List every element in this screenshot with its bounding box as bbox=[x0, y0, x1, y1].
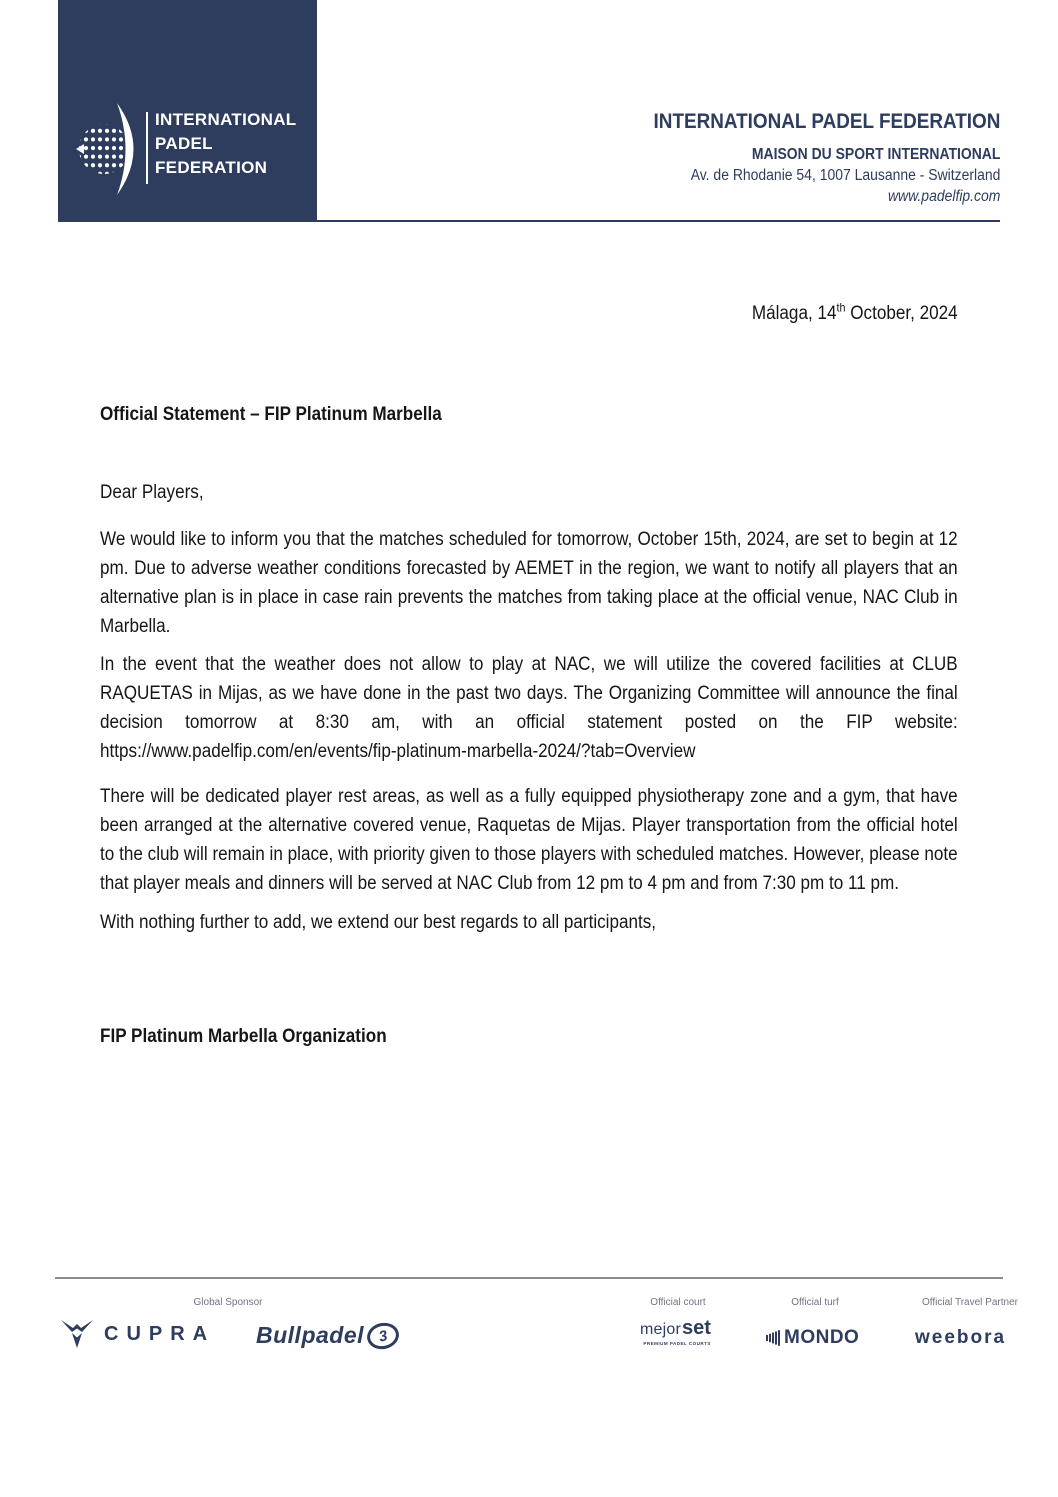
org-website: www.padelfip.com bbox=[887, 188, 1000, 205]
mejorset-part1: mejor bbox=[640, 1321, 682, 1338]
footer-label-global-sponsor: Global Sponsor bbox=[193, 1297, 263, 1308]
footer-label-official-turf: Official turf bbox=[791, 1297, 839, 1308]
cupra-icon bbox=[60, 1319, 94, 1349]
mejorset-caption: PREMIUM PADEL COURTS bbox=[643, 1341, 711, 1346]
logo-divider bbox=[146, 112, 148, 184]
signature: FIP Platinum Marbella Organization bbox=[100, 1026, 387, 1047]
closing-line: With nothing further to add, we extend our best regards to all participants, bbox=[100, 912, 657, 933]
org-name: INTERNATIONAL PADEL FEDERATION bbox=[653, 110, 1000, 133]
fip-logo-block bbox=[58, 0, 317, 222]
footer-divider bbox=[55, 1277, 1003, 1279]
fip-logo-icon bbox=[76, 102, 146, 196]
mondo-bars-icon bbox=[766, 1328, 781, 1348]
logo-line-2: PADEL bbox=[155, 134, 213, 153]
header-divider bbox=[58, 220, 1000, 222]
cupra-wordmark: CUPRA bbox=[104, 1322, 216, 1345]
bullpadel-badge: 3 bbox=[365, 1319, 402, 1351]
mondo-wordmark: MONDO bbox=[784, 1327, 860, 1348]
org-address: Av. de Rhodanie 54, 1007 Lausanne - Switzerland bbox=[690, 167, 1000, 184]
bullpadel-wordmark: Bullpadel bbox=[256, 1322, 365, 1348]
org-building: MAISON DU SPORT INTERNATIONAL bbox=[751, 146, 1000, 163]
paragraph-1: We would like to inform you that the matches scheduled for tomorrow, October 15th, 2024, are set to begin at 12 pm. Due to adverse weather conditions forecasted by AEMET in the region, we want to notify all players that an alternative plan is in place in case rain prevents the matches from taking place at the official venue, NAC Club in Marbella. bbox=[100, 529, 958, 637]
cupra-logo bbox=[60, 1319, 215, 1349]
mondo-logo bbox=[766, 1327, 859, 1349]
mejorset-part2: set bbox=[682, 1317, 711, 1339]
date-ordinal: th bbox=[836, 300, 846, 315]
footer-label-travel-partner: Official Travel Partner bbox=[922, 1297, 1018, 1308]
letter-title: Official Statement – FIP Platinum Marbella bbox=[100, 404, 442, 425]
logo-line-1: INTERNATIONAL bbox=[155, 110, 297, 129]
mejorset-logo bbox=[640, 1317, 711, 1346]
footer-label-official-court: Official court bbox=[650, 1297, 706, 1308]
bullpadel-logo bbox=[256, 1322, 399, 1349]
mejorset-wordmark bbox=[640, 1317, 711, 1340]
date-suffix: October, 2024 bbox=[845, 303, 958, 324]
weebora-wordmark: weebora bbox=[915, 1327, 1007, 1348]
date-prefix: Málaga, 14 bbox=[752, 303, 837, 324]
fip-logo-wordmark bbox=[155, 108, 296, 180]
salutation: Dear Players, bbox=[100, 482, 204, 503]
weebora-logo bbox=[915, 1327, 1006, 1349]
letter-body bbox=[100, 400, 958, 1051]
logo-line-3: FEDERATION bbox=[155, 158, 268, 177]
letterhead bbox=[653, 110, 1000, 207]
date-line bbox=[752, 300, 958, 325]
paragraph-2: In the event that the weather does not allow to play at NAC, we will utilize the covered facilities at CLUB RAQUETAS in Mijas, as we have done in the past two days. The Organizing Committee will announce the final decision tomorrow at 8:30 am, with an official statement posted on the FIP website: https://www.padelfip.com/en/events/fip-platinum-marbella-2024/?tab=Overview bbox=[100, 654, 958, 762]
paragraph-3: There will be dedicated player rest areas, as well as a fully equipped physiotherapy zone and a gym, that have been arranged at the alternative covered venue, Raquetas de Mijas. Player transportation from the official hotel to the club will remain in place, with priority given to those players with scheduled matches. However, please note that player meals and dinners will be served at NAC Club from 12 pm to 4 pm and from 7:30 pm to 11 pm. bbox=[100, 786, 958, 894]
